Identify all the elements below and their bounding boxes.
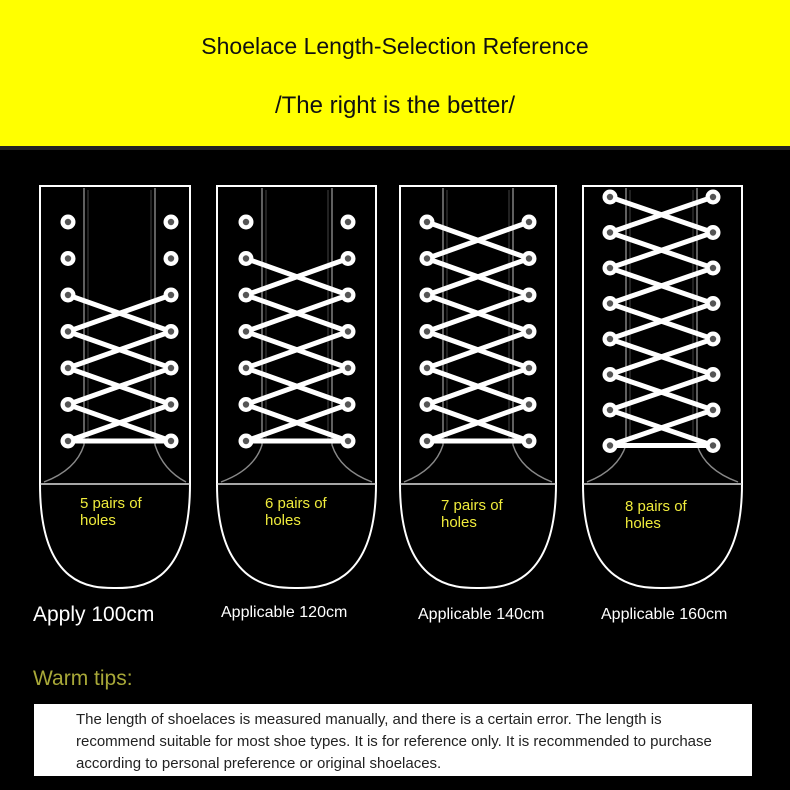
pairs-unit-text: holes — [441, 514, 477, 531]
eyelet-hole — [424, 365, 430, 371]
eyelet-hole — [65, 255, 71, 261]
eyelet-hole — [345, 219, 351, 225]
eyelet-hole — [607, 265, 613, 271]
eyelet-hole — [168, 328, 174, 334]
eyelet-hole — [710, 407, 716, 413]
eyelet-hole — [243, 219, 249, 225]
shoe-label-5-pairs — [80, 495, 142, 529]
eyelet-hole — [168, 401, 174, 407]
eyelet-hole — [526, 219, 532, 225]
page-subtitle: /The right is the better/ — [274, 92, 516, 119]
pairs-unit-text: holes — [80, 512, 116, 529]
pairs-unit-text: holes — [625, 515, 661, 532]
eyelet-hole — [710, 300, 716, 306]
eyelet-hole — [243, 255, 249, 261]
eyelet-hole — [526, 255, 532, 261]
eyelet-hole — [607, 300, 613, 306]
warm-tips-text: The length of shoelaces is measured manually, and there is a certain error. The length is recommend suitable for most shoe types. It is for reference only. It is recommended to purchase according to personal preference or original shoelaces. — [76, 711, 712, 772]
pairs-text: 7 pairs of — [441, 497, 503, 514]
warm-tips-box — [34, 704, 752, 776]
eyelet-hole — [607, 442, 613, 448]
eyelet-hole — [243, 328, 249, 334]
eyelet-hole — [607, 229, 613, 235]
eyelet-hole — [607, 194, 613, 200]
eyelet-hole — [345, 365, 351, 371]
eyelet-hole — [65, 219, 71, 225]
eyelet-hole — [243, 292, 249, 298]
eyelet-hole — [526, 328, 532, 334]
eyelet-hole — [607, 407, 613, 413]
eyelet-hole — [607, 336, 613, 342]
eyelet-hole — [243, 365, 249, 371]
header-banner — [0, 0, 790, 146]
eyelet-hole — [345, 292, 351, 298]
eyelet-hole — [424, 292, 430, 298]
eyelet-hole — [243, 438, 249, 444]
eyelet-hole — [710, 265, 716, 271]
eyelet-hole — [65, 328, 71, 334]
eyelet-hole — [65, 365, 71, 371]
eyelet-hole — [526, 365, 532, 371]
page-title: Shoelace Length-Selection Reference — [201, 33, 589, 59]
eyelet-hole — [710, 442, 716, 448]
eyelet-hole — [607, 371, 613, 377]
length-caption-140cm: Applicable 140cm — [418, 606, 545, 623]
eyelet-hole — [526, 401, 532, 407]
length-caption-100cm: Apply 100cm — [33, 603, 155, 626]
eyelet-hole — [424, 219, 430, 225]
eyelet-hole — [168, 438, 174, 444]
eyelet-hole — [710, 371, 716, 377]
eyelet-hole — [168, 292, 174, 298]
eyelet-hole — [424, 328, 430, 334]
eyelet-hole — [710, 229, 716, 235]
eyelet-hole — [526, 292, 532, 298]
eyelet-hole — [168, 219, 174, 225]
length-caption-120cm: Applicable 120cm — [221, 604, 348, 621]
eyelet-hole — [65, 401, 71, 407]
eyelet-hole — [424, 255, 430, 261]
eyelet-hole — [345, 255, 351, 261]
eyelet-hole — [168, 255, 174, 261]
eyelet-hole — [710, 194, 716, 200]
pairs-text: 6 pairs of — [265, 495, 327, 512]
eyelet-hole — [526, 438, 532, 444]
warm-tips-heading: Warm tips: — [33, 667, 133, 690]
eyelet-hole — [345, 328, 351, 334]
eyelet-hole — [345, 438, 351, 444]
eyelet-hole — [345, 401, 351, 407]
shoe-label-6-pairs — [265, 495, 327, 529]
eyelet-hole — [65, 438, 71, 444]
eyelet-hole — [424, 438, 430, 444]
length-caption-160cm: Applicable 160cm — [601, 606, 728, 623]
eyelet-hole — [243, 401, 249, 407]
pairs-text: 8 pairs of — [625, 498, 687, 515]
pairs-text: 5 pairs of — [80, 495, 142, 512]
eyelet-hole — [710, 336, 716, 342]
shoe-illustrations — [0, 150, 790, 650]
eyelet-hole — [424, 401, 430, 407]
pairs-unit-text: holes — [265, 512, 301, 529]
eyelet-hole — [168, 365, 174, 371]
shoe-label-8-pairs — [625, 498, 687, 532]
shoe-label-7-pairs — [441, 497, 503, 531]
eyelet-hole — [65, 292, 71, 298]
